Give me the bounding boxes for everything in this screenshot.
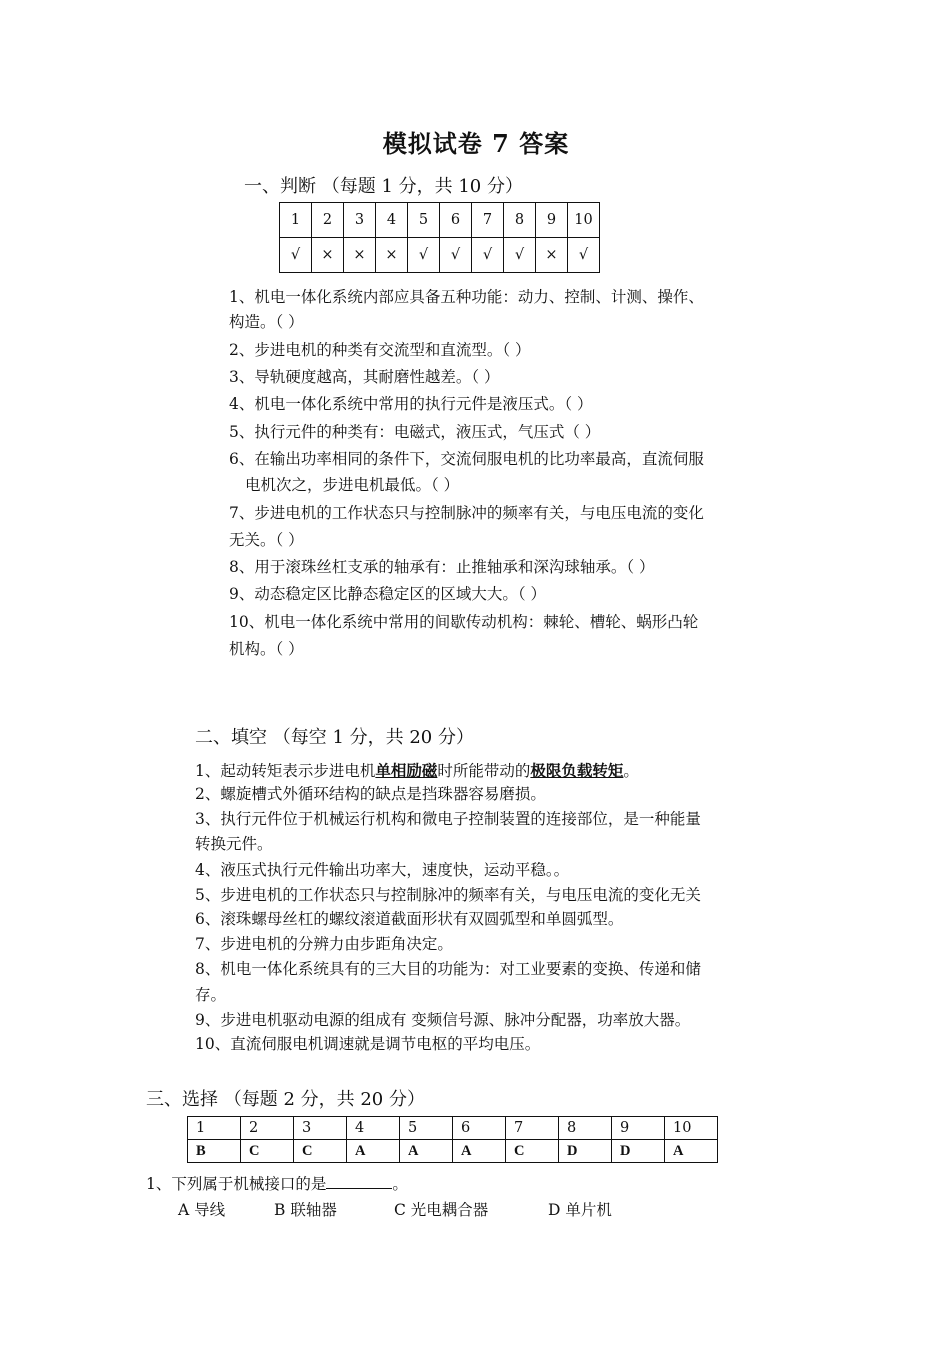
fill-question: 6、滚珠螺母丝杠的螺纹滚道截面形状有双圆弧型和单圆弧型。 bbox=[195, 910, 624, 928]
fill-question: 3、执行元件位于机械运行机构和微电子控制装置的连接部位，是一种能量 bbox=[195, 810, 701, 828]
table-cell: 8 bbox=[504, 203, 536, 238]
table-cell: 2 bbox=[241, 1117, 294, 1140]
table-cell: 9 bbox=[612, 1117, 665, 1140]
answer-blank bbox=[326, 1174, 392, 1189]
option-a: A 导线 bbox=[178, 1201, 226, 1219]
table-cell: 7 bbox=[506, 1117, 559, 1140]
fill-answer: 单相励磁 bbox=[375, 761, 438, 780]
table-cell: 4 bbox=[347, 1117, 400, 1140]
fill-question: 4、液压式执行元件输出功率大，速度快，运动平稳。。 bbox=[195, 861, 570, 879]
fill-text: 。 bbox=[623, 762, 639, 780]
section3-heading: 三、选择 （每题 2 分，共 20 分） bbox=[146, 1089, 425, 1110]
table-cell: 7 bbox=[472, 203, 504, 238]
fill-answer: 极限负载转矩 bbox=[530, 761, 624, 780]
table-cell: 3 bbox=[294, 1117, 347, 1140]
option-b: B 联轴器 bbox=[274, 1201, 337, 1219]
table-cell: × bbox=[312, 238, 344, 273]
table-cell: 3 bbox=[344, 203, 376, 238]
choice-question bbox=[146, 1172, 408, 1194]
choice-text: 1、下列属于机械接口的是 bbox=[146, 1175, 327, 1193]
section1-heading: 一、判断 （每题 1 分，共 10 分） bbox=[244, 176, 523, 197]
fill-question: 8、机电一体化系统具有的三大目的功能为：对工业要素的变换、传递和储 bbox=[195, 960, 701, 978]
table-cell: × bbox=[376, 238, 408, 273]
fill-question bbox=[195, 759, 639, 781]
table-cell: A bbox=[347, 1140, 400, 1163]
judgment-answer-table bbox=[279, 202, 600, 273]
table-cell: A bbox=[400, 1140, 453, 1163]
judgment-question: 构造。（ ） bbox=[229, 313, 304, 331]
table-cell: B bbox=[188, 1140, 241, 1163]
judgment-question: 9、动态稳定区比静态稳定区的区域大大。（ ） bbox=[229, 585, 547, 603]
fill-question: 2、螺旋槽式外循环结构的缺点是挡珠器容易磨损。 bbox=[195, 785, 546, 803]
table-cell: 6 bbox=[453, 1117, 506, 1140]
page-title: 模拟试卷 7 答案 bbox=[382, 129, 570, 158]
table-cell: √ bbox=[280, 238, 312, 273]
fill-text: 1、起动转矩表示步进电机 bbox=[195, 762, 376, 780]
choice-text: 。 bbox=[392, 1175, 408, 1193]
table-cell: √ bbox=[440, 238, 472, 273]
judgment-question: 6、在输出功率相同的条件下，交流伺服电机的比功率最高，直流伺服 bbox=[229, 450, 704, 468]
judgment-question: 机构。（ ） bbox=[229, 640, 304, 658]
table-cell: C bbox=[506, 1140, 559, 1163]
table-cell: √ bbox=[504, 238, 536, 273]
table-cell: 2 bbox=[312, 203, 344, 238]
table-cell: × bbox=[536, 238, 568, 273]
judgment-question: 10、机电一体化系统中常用的间歇传动机构：棘轮、槽轮、蜗形凸轮 bbox=[229, 613, 699, 631]
table-row bbox=[188, 1117, 718, 1140]
table-row bbox=[280, 203, 600, 238]
table-cell: C bbox=[241, 1140, 294, 1163]
judgment-question: 4、机电一体化系统中常用的执行元件是液压式。（ ） bbox=[229, 395, 593, 413]
fill-question: 9、步进电机驱动电源的组成有 变频信号源、脉冲分配器，功率放大器。 bbox=[195, 1011, 691, 1029]
table-cell: 4 bbox=[376, 203, 408, 238]
table-cell: √ bbox=[472, 238, 504, 273]
fill-question: 7、步进电机的分辨力由步距角决定。 bbox=[195, 935, 453, 953]
judgment-question: 1、机电一体化系统内部应具备五种功能：动力、控制、计测、操作、 bbox=[229, 288, 704, 306]
judgment-question: 7、步进电机的工作状态只与控制脉冲的频率有关，与电压电流的变化 bbox=[229, 504, 704, 522]
table-cell: 10 bbox=[665, 1117, 718, 1140]
table-cell: 1 bbox=[188, 1117, 241, 1140]
table-row bbox=[280, 238, 600, 273]
table-cell: √ bbox=[408, 238, 440, 273]
table-cell: 5 bbox=[400, 1117, 453, 1140]
judgment-question: 5、执行元件的种类有：电磁式，液压式，气压式（ ） bbox=[229, 423, 601, 441]
fill-question: 转换元件。 bbox=[195, 835, 273, 853]
table-cell: √ bbox=[568, 238, 600, 273]
judgment-question: 8、用于滚珠丝杠支承的轴承有：止推轴承和深沟球轴承。（ ） bbox=[229, 558, 655, 576]
table-cell: 8 bbox=[559, 1117, 612, 1140]
fill-question: 10、直流伺服电机调速就是调节电枢的平均电压。 bbox=[195, 1035, 541, 1053]
table-cell: C bbox=[294, 1140, 347, 1163]
fill-question: 5、步进电机的工作状态只与控制脉冲的频率有关，与电压电流的变化无关 bbox=[195, 886, 701, 904]
table-cell: 1 bbox=[280, 203, 312, 238]
table-row bbox=[188, 1140, 718, 1163]
table-cell: 9 bbox=[536, 203, 568, 238]
table-cell: A bbox=[665, 1140, 718, 1163]
option-c: C 光电耦合器 bbox=[394, 1201, 489, 1219]
fill-question: 存。 bbox=[195, 986, 227, 1004]
judgment-question: 无关。（ ） bbox=[229, 531, 304, 549]
table-cell: D bbox=[559, 1140, 612, 1163]
judgment-question: 电机次之，步进电机最低。（ ） bbox=[245, 476, 460, 494]
table-cell: 6 bbox=[440, 203, 472, 238]
judgment-question: 3、导轨硬度越高，其耐磨性越差。（ ） bbox=[229, 368, 500, 386]
table-cell: 10 bbox=[568, 203, 600, 238]
section2-heading: 二、填空 （每空 1 分，共 20 分） bbox=[195, 727, 474, 748]
judgment-question: 2、步进电机的种类有交流型和直流型。（ ） bbox=[229, 341, 531, 359]
table-cell: 5 bbox=[408, 203, 440, 238]
table-cell: D bbox=[612, 1140, 665, 1163]
table-cell: × bbox=[344, 238, 376, 273]
table-cell: A bbox=[453, 1140, 506, 1163]
fill-text: 时所能带动的 bbox=[437, 762, 531, 780]
choice-answer-table bbox=[187, 1116, 718, 1163]
option-d: D 单片机 bbox=[548, 1201, 612, 1219]
